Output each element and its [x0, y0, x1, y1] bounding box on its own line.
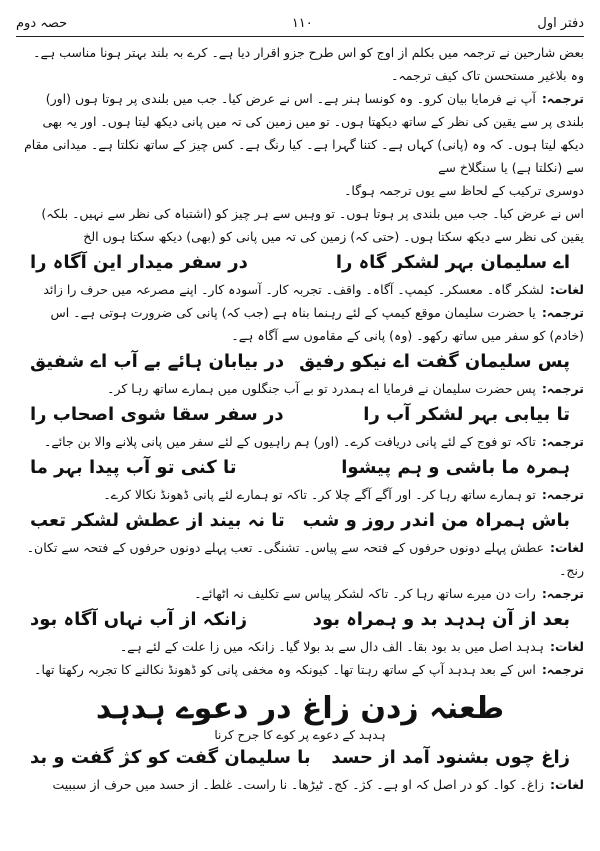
paragraph: [16, 179, 584, 202]
verse-first-hemistich: بعد از آن ہدہد بد و ہمراہ بود: [312, 609, 570, 630]
paragraph: [16, 301, 584, 347]
paragraph-label: ترجمہ:: [541, 91, 584, 106]
verse-second-hemistich: زانکہ از آب نہاں آگاہ بود: [30, 609, 248, 630]
verse-second-hemistich: در بیابان ہائے بے آب اے شفیق: [30, 351, 285, 372]
verse-first-hemistich: پس سلیمان گفت اے نیکو رفیق: [299, 351, 570, 372]
paragraph: [16, 658, 584, 681]
paragraph-label: ترجمہ:: [541, 586, 584, 601]
verse-second-hemistich: تا نہ بیند از عطش لشکر تعب: [30, 510, 285, 531]
verse-second-hemistich: تا کنی تو آب پیدا بہر ما: [30, 457, 237, 478]
verse-couplet: [16, 249, 584, 277]
verse-second-hemistich: در سفر میدار این آگاہ را: [30, 252, 248, 273]
paragraph-text: رات دن میرے ساتھ رہا کر۔ تاکہ لشکر پیاس سے تکلیف نہ اٹھائے۔: [194, 586, 536, 601]
paragraph-label: لغات:: [549, 639, 584, 654]
verse-first-hemistich: زاغ چوں بشنود آمد از حسد: [331, 747, 570, 768]
verse-first-hemistich: باش ہمراہ من اندر روز و شب: [302, 510, 570, 531]
paragraph-text: یا حضرت سلیمان موقع کیمپ کے لئے رہنما بناہ ہے (جب کہ) پانی کی ضرورت ہوتی ہے۔ اس (خادم) کو سفر میں ساتھ رکھو۔ (وہ) پانی کے مقاموں سے آگاہ ہے۔: [50, 305, 584, 343]
paragraph-text: دوسری ترکیب کے لحاظ سے یوں ترجمہ ہوگا۔: [344, 183, 584, 198]
paragraph: [16, 430, 584, 453]
verse-second-hemistich: در سفر سقا شوی اصحاب را: [30, 404, 284, 425]
paragraph: [16, 87, 584, 179]
verse-couplet: [16, 454, 584, 482]
paragraph: [16, 377, 584, 400]
verse-second-hemistich: با سلیمان گفت کو کژ گفت و بد: [30, 747, 311, 768]
verse-couplet: [16, 744, 584, 772]
paragraph: [16, 635, 584, 658]
paragraph: [16, 41, 584, 87]
header-left: حصہ دوم: [16, 15, 68, 31]
paragraph-label: لغات:: [549, 777, 584, 792]
verse-first-hemistich: ہمرہ ما باشی و ہم پیشوا: [341, 457, 570, 478]
paragraph: [16, 582, 584, 605]
verse-couplet: [16, 507, 584, 535]
paragraph: [16, 202, 584, 248]
paragraph-label: ترجمہ:: [541, 487, 584, 502]
page-content: [16, 41, 584, 796]
verse-first-hemistich: اے سلیمان بہر لشکر گاہ را: [335, 252, 570, 273]
paragraph-label: ترجمہ:: [541, 381, 584, 396]
paragraph: [16, 483, 584, 506]
paragraph-text: زاغ۔ کوا۔ کو در اصل کہ او ہے۔ کژ۔ کج۔ ٹیڑھا۔ نا راست۔ غلط۔ از حسد میں حرف از سببیت: [52, 777, 544, 792]
paragraph: [16, 773, 584, 796]
paragraph-text: لشکر گاہ۔ معسکر۔ کیمپ۔ آگاہ۔ واقف۔ تجربہ کار۔ آسودہ کار۔ اپنے مصرعہ میں حرف را زائد: [43, 282, 544, 297]
paragraph: [16, 536, 584, 582]
verse-couplet: [16, 401, 584, 429]
paragraph-label: لغات:: [549, 540, 584, 555]
paragraph-label: لغات:: [549, 282, 584, 297]
paragraph-text: اس نے عرض کیا۔ جب میں بلندی پر ہوتا ہوں۔ تو وہیں سے ہر چیز کو (اشتباہ کی نظر سے نہیں۔ بلکہ) یقین کی نظر سے دیکھ سکتا ہوں۔ (حتی کہ) زمین کی تہ میں پانی کو (بھی) دیکھ سکتا ہوں الخ: [41, 206, 584, 244]
paragraph-text: تاکہ تو فوج کے لئے پانی دریافت کرے۔ (اور) ہم راہیوں کے لئے سفر میں پانی پلانے والا بن جائے۔: [44, 434, 536, 449]
section-subtitle: ہدہد کے دعوے پر کوے کا جرح کرنا: [214, 728, 386, 742]
paragraph-label: ترجمہ:: [541, 662, 584, 677]
paragraph-text: آپ نے فرمایا بیان کرو۔ وہ کونسا ہنر ہے۔ اس نے عرض کیا۔ جب میں بلندی پر ہوتا ہوں (اور) بلندی پر سے یقین کی نظر کے ساتھ دیکھتا ہوں۔ تو میں زمین کی تہ میں پانی دیکھ لیتا ہوں۔ اور یہ بھی دیکھ لیتا ہوں۔ کہ وہ (پانی) کہاں ہے۔ کتنا گہرا ہے۔ کیا رنگ ہے۔ کس چیز کے ساتھ نکلتا ہے۔ میدانی مقام سے (نکلتا ہے) یا سنگلاخ سے: [24, 91, 584, 175]
page-number: ۱۱۰: [291, 15, 313, 31]
paragraph: [16, 278, 584, 301]
section-title: طعنہ زدن زاغ در دعوے ہدہد: [95, 691, 505, 726]
page-header: [16, 10, 584, 37]
paragraph-text: تو ہمارے ساتھ رہا کر۔ اور آگے آگے چلا کر۔ تاکہ تو ہمارے لئے پانی ڈھونڈ نکالا کرے۔: [103, 487, 536, 502]
paragraph-text: اس کے بعد ہدہد آپ کے ساتھ رہتا تھا۔ کیونکہ وہ مخفی پانی کو ڈھونڈ نکالنے کا تجربہ رکھتا تھا۔: [34, 662, 536, 677]
paragraph-text: عطش پہلے دونوں حرفوں کے فتحہ سے پیاس۔ تشنگی۔ تعب پہلے دونوں حرفوں کے فتحہ سے تکان۔ رنج۔: [26, 540, 584, 578]
paragraph-text: بعض شارحین نے ترجمہ میں بکلم از اوج کو اس طرح جزو اقرار دیا ہے۔ کرے بہ بلند بہتر ہونا مناسب ہے۔ وہ بلاغیر مستحسن تاک کیف ترجمہ۔: [33, 45, 584, 83]
paragraph-text: پس حضرت سلیمان نے فرمایا اے ہمدرد تو بے آب جنگلوں میں ہمارے ساتھ رہا کر۔: [107, 381, 536, 396]
paragraph-label: ترجمہ:: [541, 434, 584, 449]
paragraph-text: ہدہد اصل میں بد بود بقا۔ الف دال سے بد بولا گیا۔ زانکہ میں زا علت کے لئے ہے۔: [119, 639, 544, 654]
verse-couplet: [16, 606, 584, 634]
header-right: دفتر اول: [537, 15, 584, 31]
verse-first-hemistich: تا بیابی بہر لشکر آب را: [363, 404, 570, 425]
paragraph-label: ترجمہ:: [541, 305, 584, 320]
verse-couplet: [16, 348, 584, 376]
